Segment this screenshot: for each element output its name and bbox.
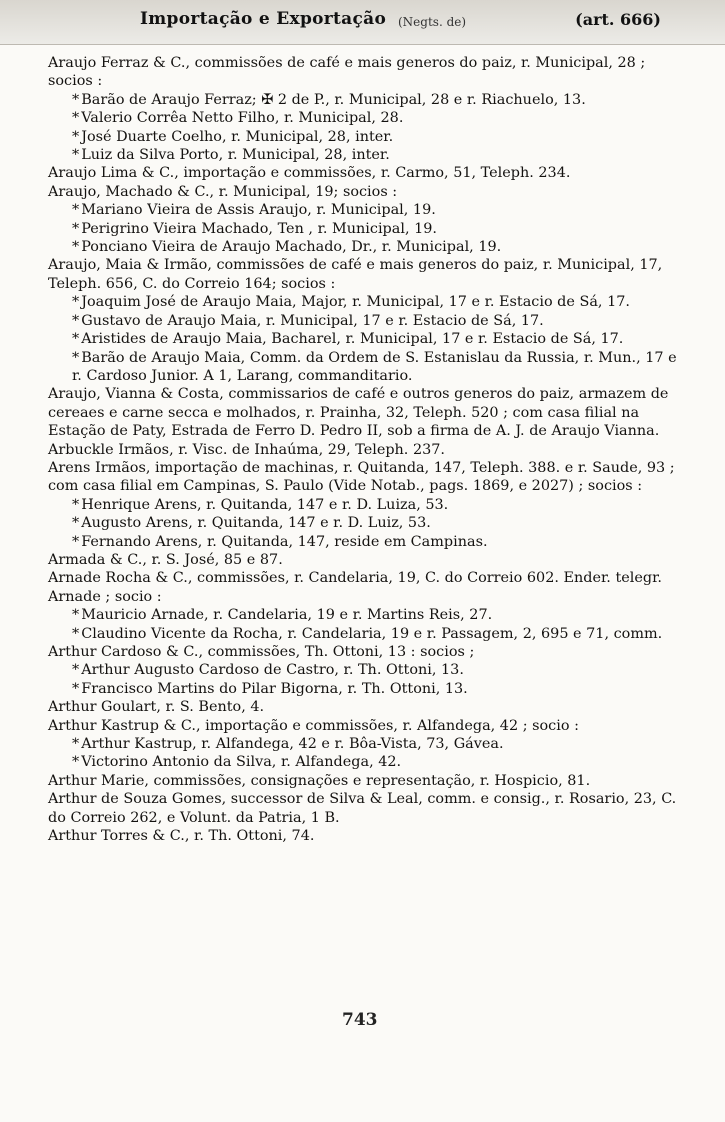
entry-text: , r. Municipal, 19; socios : <box>209 183 398 200</box>
partner-entry <box>48 680 688 698</box>
partner-entry <box>48 220 688 238</box>
firm-entry <box>48 643 688 661</box>
asterisk-icon: * <box>72 331 80 348</box>
asterisk-icon: * <box>72 607 80 624</box>
firm-name: Arens Irmãos <box>48 459 146 476</box>
entry-text: , r. S. Bento, 4. <box>156 699 265 716</box>
entry-text: Augusto Arens, r. Quitanda, 147 e r. D. Luiz, 53. <box>81 515 431 532</box>
asterisk-icon: * <box>72 662 80 679</box>
partner-entry <box>48 312 688 330</box>
entry-text: José Duarte Coelho, r. Municipal, 28, inter. <box>81 128 394 145</box>
page-number: 743 <box>342 1010 378 1030</box>
asterisk-icon: * <box>72 91 80 108</box>
partner-entry <box>48 514 688 532</box>
entry-text: Mauricio Arnade, r. Candelaria, 19 e r. Martins Reis, 27. <box>81 607 493 624</box>
asterisk-icon: * <box>72 496 80 513</box>
firm-entry <box>48 256 688 293</box>
asterisk-icon: * <box>72 110 80 127</box>
asterisk-icon: * <box>72 680 80 697</box>
partner-entry <box>48 330 688 348</box>
firm-entry <box>48 183 688 201</box>
asterisk-icon: * <box>72 349 80 366</box>
partner-entry <box>48 606 688 624</box>
entry-text: Aristides de Araujo Maia, Bacharel, r. Municipal, 17 e r. Estacio de Sá, 17. <box>81 331 624 348</box>
asterisk-icon: * <box>72 515 80 532</box>
entry-text: Francisco Martins do Pilar Bigorna, r. Th. Ottoni, 13. <box>81 680 468 697</box>
partner-entry <box>48 293 688 311</box>
entry-text: Gustavo de Araujo Maia, r. Municipal, 17 e r. Estacio de Sá, 17. <box>81 312 544 329</box>
firm-name: Arthur Kastrup & C. <box>48 717 196 734</box>
firm-name: Arthur Cardoso & C. <box>48 644 199 660</box>
partner-entry <box>48 146 688 164</box>
firm-name: Araujo Ferraz & C. <box>48 55 186 71</box>
entry-text: , commissarios de café e outros generos do paiz, armazem de cereaes e carne secca e molhados, r. Prainha, 32, Teleph. 520 ; com casa filial na Estação de Paty, Estrada de Ferro D. Pedro II, sob a firma de A. J. de Araujo Vianna. <box>48 386 669 440</box>
firm-entry <box>48 459 688 496</box>
entry-text: Barão de Araujo Maia, Comm. da Ordem de S. Estanislau da Russia, r. Mun., 17 e r. Cardoso Junior. A 1, Larang, commanditario. <box>72 349 677 384</box>
entry-text: , commissões, consignações e representação, r. Hospicio, 81. <box>144 772 591 789</box>
entry-text: Henrique Arens, r. Quitanda, 147 e r. D. Luiza, 53. <box>81 496 449 513</box>
firm-entry <box>48 569 688 606</box>
partner-entry <box>48 661 688 679</box>
firm-name: Araujo, Maia & Irmão <box>48 257 208 274</box>
firm-name: Arthur Torres & C. <box>48 828 185 845</box>
entry-text: , commissões, r. Candelaria, 19, C. do Correio 602. Ender. telegr. Arnade ; socio : <box>48 570 662 605</box>
asterisk-icon: * <box>72 294 80 311</box>
entry-text: , importação de machinas, r. Quitanda, 147, Teleph. 388. e r. Saude, 93 ; com casa filial em Campinas, S. Paulo (Vide Notab., pags. 1869, e 2027) ; socios : <box>48 459 675 495</box>
asterisk-icon: * <box>72 202 80 219</box>
entry-text: , importação e commissões, r. Alfandega, 42 ; socio : <box>195 717 579 734</box>
firm-entry <box>48 164 688 182</box>
firm-name: Arnade Rocha & C. <box>48 570 188 587</box>
partner-entry <box>48 128 688 146</box>
firm-name: Arthur de Souza Gomes <box>48 791 222 808</box>
entry-text: Victorino Antonio da Silva, r. Alfandega, 42. <box>81 754 402 771</box>
firm-entry <box>48 717 688 735</box>
entry-text: Barão de Araujo Ferraz; ✠ 2 de P., r. Municipal, 28 e r. Riachuelo, 13. <box>81 91 586 108</box>
entry-text: , importação e commissões, r. Carmo, 51, Teleph. 234. <box>174 165 571 182</box>
firm-entry <box>48 551 688 569</box>
firm-entry <box>48 827 688 845</box>
asterisk-icon: * <box>72 754 80 771</box>
partner-entry <box>48 201 688 219</box>
partner-entry <box>48 753 688 771</box>
partner-entry <box>48 533 688 551</box>
asterisk-icon: * <box>72 128 80 145</box>
asterisk-icon: * <box>72 220 80 237</box>
partner-entry <box>48 349 688 386</box>
partner-entry <box>48 735 688 753</box>
entry-text: Claudino Vicente da Rocha, r. Candelaria, 19 e r. Passagem, 2, 695 e 71, comm. <box>81 625 663 642</box>
entry-text: , r. Th. Ottoni, 74. <box>184 828 315 845</box>
firm-name: Araujo, Vianna & Costa <box>48 386 220 403</box>
partner-entry <box>48 625 688 643</box>
entry-text: Luiz da Silva Porto, r. Municipal, 28, inter. <box>81 147 390 164</box>
entry-text: , r. Visc. de Inhaúma, 29, Teleph. 237. <box>169 441 445 458</box>
header-title: Importação e Exportação <box>140 9 387 29</box>
firm-entry <box>48 772 688 790</box>
entry-text: , commissões, Th. Ottoni, 13 : socios ; <box>198 644 475 660</box>
entry-text: Arthur Kastrup, r. Alfandega, 42 e r. Bôa-Vista, 73, Gávea. <box>81 736 504 753</box>
entry-text: Valerio Corrêa Netto Filho, r. Municipal, 28. <box>81 110 404 127</box>
partner-entry <box>48 238 688 256</box>
firm-name: Arthur Marie <box>48 772 145 789</box>
asterisk-icon: * <box>72 312 80 329</box>
firm-name: Arbuckle Irmãos <box>48 441 170 458</box>
firm-entry <box>48 54 688 91</box>
header-article: (art. 666) <box>575 10 661 29</box>
asterisk-icon: * <box>72 625 80 642</box>
partner-entry <box>48 91 688 109</box>
firm-entry <box>48 698 688 716</box>
firm-entry <box>48 385 688 440</box>
asterisk-icon: * <box>72 533 80 550</box>
firm-name: Araujo Lima & C. <box>48 165 175 182</box>
firm-name: Araujo, Machado & C. <box>48 183 210 200</box>
entry-text: , successor de Silva & Leal, comm. e consig., r. Rosario, 23, C. do Correio 262, e Volunt. da Patria, 1 B. <box>48 791 677 826</box>
asterisk-icon: * <box>72 736 80 753</box>
entry-text: Joaquim José de Araujo Maia, Major, r. Municipal, 17 e r. Estacio de Sá, 17. <box>81 294 630 311</box>
entry-text: Arthur Augusto Cardoso de Castro, r. Th. Ottoni, 13. <box>81 662 464 679</box>
firm-entry <box>48 790 688 827</box>
asterisk-icon: * <box>72 147 80 164</box>
entry-text: Ponciano Vieira de Araujo Machado, Dr., r. Municipal, 19. <box>81 239 502 256</box>
header-subtitle: (Negts. de) <box>398 15 467 29</box>
directory-listing <box>48 54 688 845</box>
partner-entry <box>48 109 688 127</box>
firm-name: Armada & C. <box>48 551 143 568</box>
entry-text: Fernando Arens, r. Quitanda, 147, reside em Campinas. <box>81 533 488 550</box>
entry-text: , commissões de café e mais generos do paiz, r. Municipal, 17, Teleph. 656, C. do Correio 164; socios : <box>48 257 663 292</box>
asterisk-icon: * <box>72 239 80 256</box>
header-band <box>0 0 725 45</box>
entry-text: , commissões de café e mais generos do paiz, r. Municipal, 28 ; socios : <box>48 55 646 90</box>
entry-text: , r. S. José, 85 e 87. <box>142 551 283 568</box>
entry-text: Mariano Vieira de Assis Araujo, r. Municipal, 19. <box>81 202 436 219</box>
entry-text: Perigrino Vieira Machado, Ten , r. Municipal, 19. <box>81 220 437 237</box>
partner-entry <box>48 496 688 514</box>
firm-entry <box>48 441 688 459</box>
firm-name: Arthur Goulart <box>48 699 157 716</box>
